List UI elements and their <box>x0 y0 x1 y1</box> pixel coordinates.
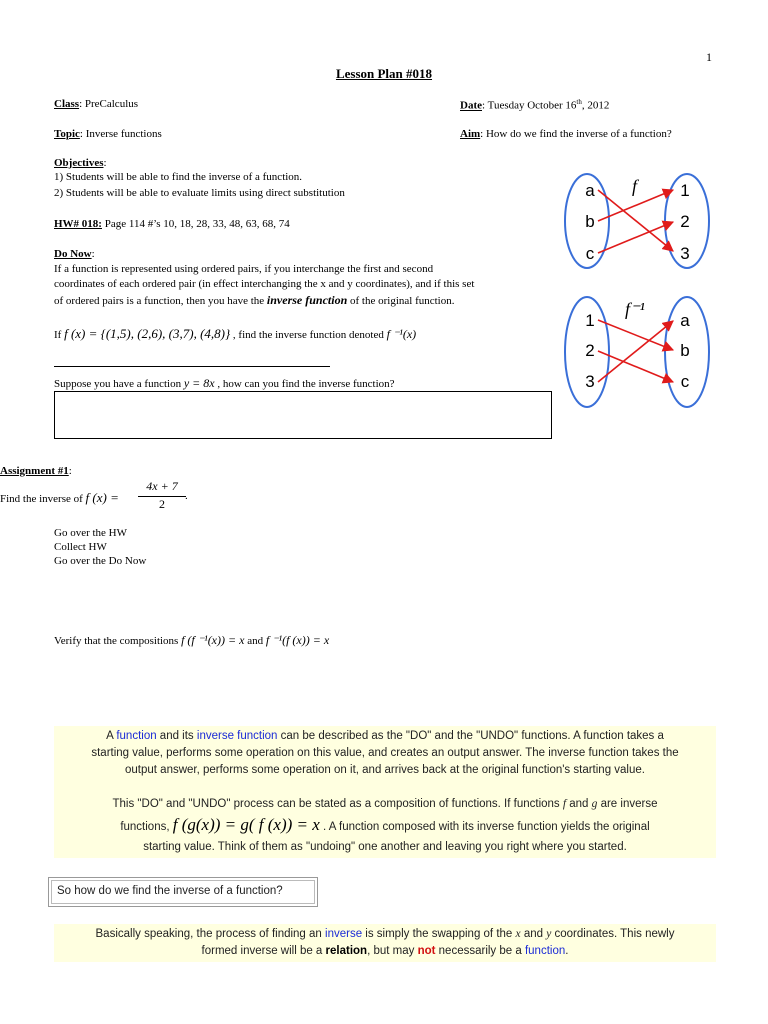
p2-and: and <box>566 798 592 810</box>
bottom-right-a: a <box>680 311 690 330</box>
date-year: , 2012 <box>581 99 610 112</box>
suppose-line <box>54 376 395 391</box>
page-number: 1 <box>706 50 712 64</box>
swap-b: is simply the swapping of the <box>362 928 516 940</box>
objectives-colon: : <box>103 157 107 169</box>
p2-f: f <box>562 798 567 810</box>
inverse-function-emphasis: inverse function <box>266 293 348 307</box>
mapping-diagram <box>560 166 720 416</box>
top-left-b: b <box>585 212 595 231</box>
composition-1-math: f (f ⁻¹(x)) = x <box>181 633 245 647</box>
objective-item: 2) Students will be able to evaluate limits using direct substitution <box>54 187 345 199</box>
objectives-heading <box>54 157 107 169</box>
suppose-math: y = 8x <box>183 376 215 390</box>
relation-word: relation <box>325 945 368 957</box>
do-now-colon: : <box>91 248 95 260</box>
do-now-line: If a function is represented using ordered pairs, if you interchange the first and second <box>54 263 434 275</box>
p1-line2: starting value, performs some operation on this value, and creates an output answer. The inverse function takes the <box>91 747 679 759</box>
fraction-denominator: 2 <box>138 496 186 512</box>
top-right-2: 2 <box>680 212 690 231</box>
fraction-period: . <box>185 490 188 502</box>
swap-x: x <box>515 928 521 940</box>
bottom-left-1: 1 <box>585 311 595 330</box>
f-label: f <box>632 176 638 196</box>
class-line <box>54 98 138 110</box>
verify-and: and <box>244 635 266 647</box>
answer-box[interactable] <box>54 391 552 439</box>
inverse-link[interactable]: inverse <box>325 928 363 940</box>
aim-label: Aim <box>460 128 481 140</box>
do-now-line: coordinates of each ordered pair (in effect interchanging the x and y coordinates), and if this set <box>54 278 475 290</box>
class-label: Class <box>54 98 80 110</box>
top-left-c: c <box>585 244 595 263</box>
swap-c: and <box>520 928 547 940</box>
step-item: Go over the HW <box>54 527 128 539</box>
bottom-left-2: 2 <box>585 341 595 360</box>
swap-a: Basically speaking, the process of finding an <box>95 928 326 940</box>
assignment-heading <box>0 465 72 477</box>
ordered-pairs-math: f (x) = {(1,5), (2,6), (3,7), (4,8)} <box>64 326 231 341</box>
fraction-numerator: 4x + 7 <box>146 479 178 493</box>
do-now-question <box>54 326 416 342</box>
f-inverse-label: f⁻¹ <box>625 299 645 319</box>
page-title: Lesson Plan #018 <box>335 66 433 81</box>
fraction <box>138 479 186 512</box>
verify-text: Verify that the compositions <box>54 635 182 647</box>
objectives-label: Objectives <box>54 157 104 169</box>
explanation-paragraph-1 <box>54 728 716 779</box>
p1-b: and its <box>156 730 197 742</box>
answer-line[interactable] <box>54 366 330 367</box>
date-value: : Tuesday October 16 <box>482 99 577 112</box>
aim-line <box>460 128 672 140</box>
swap-paragraph <box>54 926 716 960</box>
step-item: Collect HW <box>54 541 107 553</box>
f-of-x-math: f (x) = <box>85 490 119 505</box>
date-label: Date <box>460 99 482 112</box>
p2-b: are inverse <box>597 798 658 810</box>
function-link-2[interactable]: function <box>524 945 566 957</box>
inverse-composition-math: f (g(x)) = g( f (x)) = x <box>172 815 320 834</box>
find-text: Find the inverse of <box>0 493 86 505</box>
do-now-line3-start: of ordered pairs is a function, then you have the <box>54 295 267 307</box>
bottom-right-b: b <box>680 341 690 360</box>
p2-g: g <box>591 798 598 810</box>
inverse-notation-math: f ⁻¹(x) <box>386 327 417 341</box>
top-right-1: 1 <box>680 181 690 200</box>
step-item: Go over the Do Now <box>54 555 147 567</box>
homework-line <box>54 218 290 230</box>
swap-f: , but may <box>367 945 418 957</box>
top-right-3: 3 <box>680 244 690 263</box>
not-word: not <box>417 945 436 957</box>
swap-y: y <box>546 928 552 940</box>
topic-label: Topic <box>54 128 80 140</box>
do-now-line3-end: of the original function. <box>347 295 455 307</box>
date-line <box>460 98 609 112</box>
p2-functions: functions, <box>120 821 173 833</box>
topic-line <box>54 128 162 140</box>
p2-line3: starting value. Think of them as "undoing" one another and leaving you right where you started. <box>143 841 627 853</box>
swap-h: . <box>565 945 569 957</box>
p2-c: . A function composed with its inverse function yields the original <box>319 821 650 833</box>
assignment-colon: : <box>68 465 72 477</box>
if-text: , find the inverse function denoted <box>230 329 387 341</box>
if-label: If <box>54 329 65 341</box>
p1-line3: output answer, performs some operation on it, and arrives back at the original function's starting value. <box>125 764 645 776</box>
do-now-label: Do Now <box>54 248 92 260</box>
verify-line <box>54 633 329 648</box>
hw-label: HW# 018: <box>54 218 102 230</box>
assignment-prompt <box>0 490 119 506</box>
p2-a: This "DO" and "UNDO" process can be stated as a composition of functions. If functions <box>112 798 563 810</box>
aim-value: : How do we find the inverse of a function? <box>480 128 672 140</box>
inverse-function-link[interactable]: inverse function <box>196 730 278 742</box>
suppose-start: Suppose you have a function <box>54 378 184 390</box>
p1-c: can be described as the "DO" and the "UNDO" functions. A function takes a <box>277 730 664 742</box>
do-now-line <box>54 293 454 308</box>
swap-e: formed inverse will be a <box>201 945 326 957</box>
top-left-a: a <box>585 181 595 200</box>
assignment-label: Assignment #1 <box>0 465 69 477</box>
swap-d: coordinates. This newly <box>551 928 675 940</box>
bottom-right-c: c <box>680 372 690 391</box>
topic-value: : Inverse functions <box>79 128 162 140</box>
p1-a: A <box>106 730 117 742</box>
composition-2-math: f ⁻¹(f (x)) = x <box>265 633 330 647</box>
suppose-end: , how can you find the inverse function? <box>214 378 395 390</box>
question-box <box>48 877 318 907</box>
bottom-left-3: 3 <box>585 372 595 391</box>
hw-value: Page 114 #’s 10, 18, 28, 33, 48, 63, 68, 74 <box>101 218 290 230</box>
swap-g: necessarily be a <box>435 945 525 957</box>
function-link[interactable]: function <box>116 730 157 742</box>
class-value: : PreCalculus <box>79 98 139 110</box>
date-sup: th <box>576 98 582 106</box>
explanation-paragraph-2 <box>54 796 716 856</box>
question-text: So how do we find the inverse of a function? <box>57 885 283 897</box>
objective-item: 1) Students will be able to find the inverse of a function. <box>54 171 303 183</box>
do-now-heading <box>54 248 95 260</box>
